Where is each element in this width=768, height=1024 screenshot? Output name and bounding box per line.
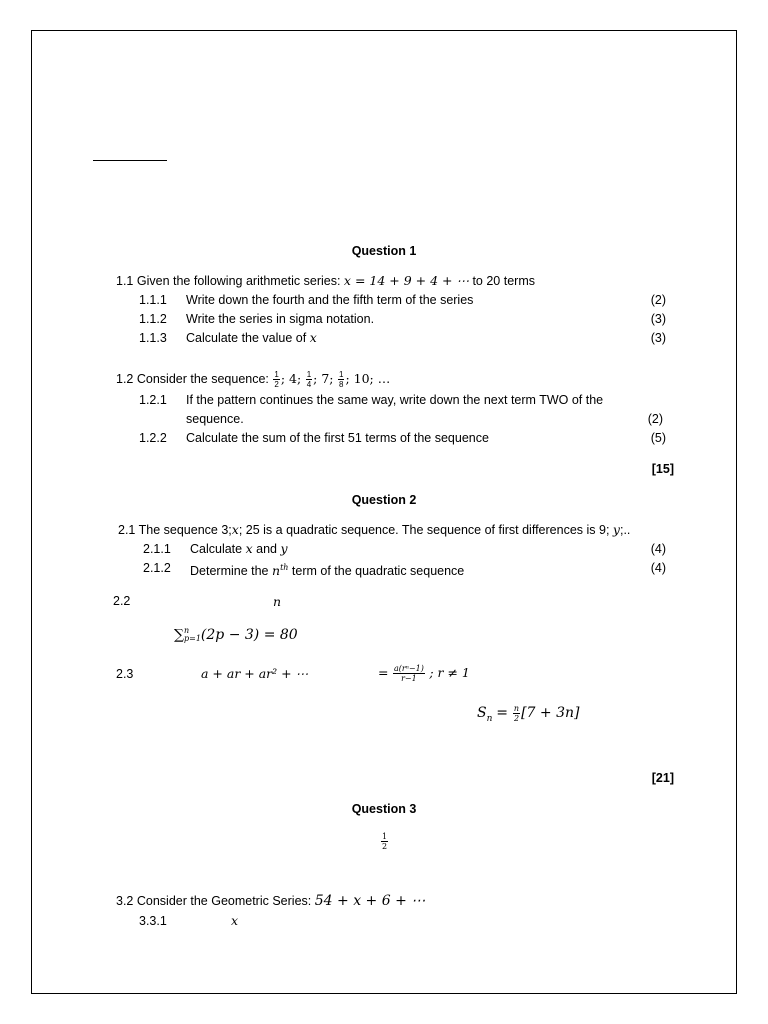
- sequence-term: ; 4;: [280, 371, 302, 386]
- half-fraction: [380, 832, 389, 851]
- item-number: 2.1.1: [143, 542, 171, 556]
- section-3-2: [116, 893, 425, 909]
- variable-y: y: [280, 541, 288, 556]
- item-number: 3.3.1: [139, 914, 167, 928]
- section-number: 2.1: [118, 523, 136, 537]
- section-text: ;..: [619, 523, 631, 537]
- condition: ; r ≠ 1: [429, 665, 470, 680]
- question-1-heading: Question 1: [351, 244, 417, 258]
- item-text: Write the series in sigma notation.: [186, 312, 375, 326]
- item-marks: (3): [650, 331, 666, 345]
- variable-x: x: [245, 541, 253, 556]
- subscript: n: [486, 713, 493, 724]
- variable-n: n: [272, 563, 281, 579]
- section-text: ; 25 is a quadratic sequence. The sequence of first differences is 9;: [238, 523, 610, 537]
- sigma-limits: n p=1: [184, 626, 201, 644]
- item-text: Calculate: [190, 542, 243, 556]
- sequence-term: ; 10; …: [345, 371, 391, 386]
- variable-x: x: [309, 330, 317, 345]
- sequence-term: ; 7;: [313, 371, 334, 386]
- superscript: th: [280, 563, 289, 572]
- section-number: 3.2: [116, 894, 134, 908]
- section-number: 2.3: [116, 667, 134, 681]
- variable-n: n: [273, 594, 282, 609]
- item-text-line: [186, 330, 317, 346]
- fraction: $\frac{n}{2}$: [513, 703, 520, 723]
- item-number: 1.2.1: [139, 393, 167, 407]
- sn-rhs: [7 + 3n]: [521, 705, 580, 721]
- item-text: Calculate the sum of the first 51 terms of the sequence: [186, 431, 489, 445]
- item-marks: (2): [650, 293, 666, 307]
- geometric-sum-formula: [378, 660, 470, 686]
- fraction: $\frac{1}{8}$: [338, 370, 344, 390]
- fraction: $\frac{1}{2}$: [382, 832, 388, 851]
- item-number: 1.1.1: [139, 293, 167, 307]
- item-marks: (4): [650, 542, 666, 556]
- item-marks: (2): [647, 412, 663, 426]
- item-marks: (5): [650, 431, 666, 445]
- question-2-heading: Question 2: [351, 493, 417, 507]
- section-text: Consider the Geometric Series:: [136, 894, 312, 908]
- question-1-total: [15]: [651, 462, 674, 476]
- geometric-series: 54 + x + 6 + ⋯: [314, 893, 426, 909]
- sigma-symbol: ∑: [174, 627, 184, 643]
- equals: =: [496, 705, 509, 721]
- item-text: and: [256, 542, 278, 556]
- item-text-continued: sequence.: [186, 412, 244, 426]
- title-underline: [93, 160, 167, 161]
- item-marks: (4): [650, 561, 666, 575]
- fraction: $\frac{\text{a(rⁿ−1)}}{r-1}$: [393, 664, 424, 684]
- section-number: 1.2: [116, 372, 134, 386]
- section-number: 1.1: [116, 274, 134, 288]
- section-2-1: [118, 522, 630, 538]
- sn-symbol: S: [477, 705, 487, 721]
- question-2-total: [21]: [651, 771, 674, 785]
- variable-x: x: [231, 522, 239, 537]
- item-text-line: [190, 541, 288, 557]
- item-text: Write down the fourth and the fifth term of the series: [186, 293, 474, 307]
- series-expression: x = 14 + 9 + 4 + ⋯: [343, 273, 469, 288]
- item-marks: (3): [650, 312, 666, 326]
- section-number: 2.2: [113, 594, 131, 608]
- section-1-1: [116, 273, 535, 289]
- item-text: term of the quadratic sequence: [291, 564, 465, 579]
- section-prefix: Given the following arithmetic series:: [136, 274, 341, 288]
- item-number: 1.1.2: [139, 312, 167, 326]
- item-text: If the pattern continues the same way, write down the next term TWO of the: [186, 393, 604, 407]
- sigma-equation: [174, 624, 298, 645]
- fraction: $\frac{1}{2}$: [274, 370, 279, 390]
- item-text: Calculate the value of: [186, 331, 307, 345]
- sigma-body: (2p − 3) = 80: [200, 627, 298, 643]
- item-number: 1.2.2: [139, 431, 167, 445]
- section-suffix: to 20 terms: [472, 274, 535, 288]
- fraction: $\frac{1}{4}$: [306, 370, 312, 390]
- section-text: The sequence 3;: [138, 523, 232, 537]
- sn-formula: [477, 699, 579, 732]
- equals: =: [378, 665, 389, 680]
- item-number: 2.1.2: [143, 561, 171, 575]
- item-number: 1.1.3: [139, 331, 167, 345]
- section-prefix: Consider the sequence:: [136, 372, 269, 386]
- item-text: Determine the: [190, 564, 269, 579]
- section-1-2: [116, 370, 390, 389]
- variable-y: y: [612, 522, 620, 537]
- item-text-line: [190, 560, 464, 579]
- variable-x: x: [231, 913, 239, 928]
- question-3-heading: Question 3: [351, 802, 417, 816]
- geometric-series: a + ar + ar² + ⋯: [201, 666, 309, 681]
